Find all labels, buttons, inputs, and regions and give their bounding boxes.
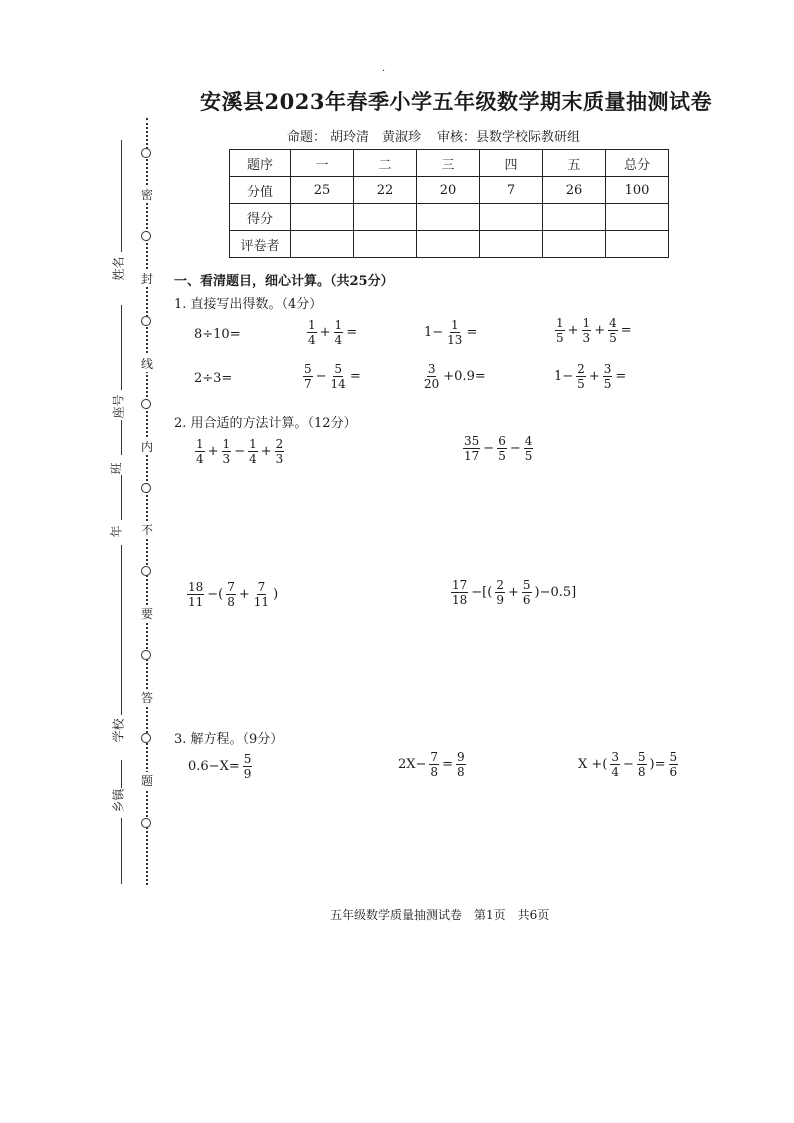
grader-cell[interactable] xyxy=(480,231,543,258)
grader-cell[interactable] xyxy=(606,231,669,258)
seat-write-line xyxy=(121,305,122,390)
q3-equation-1: 0.6−X= $\frac{5}{9}$ xyxy=(188,752,252,781)
q1-expr-1: 8÷10= xyxy=(194,327,241,342)
score-row-order xyxy=(230,150,669,177)
binding-circle xyxy=(141,399,151,409)
grader-cell[interactable] xyxy=(291,231,354,258)
binding-circle xyxy=(141,148,151,158)
row-header: 得分 xyxy=(230,204,291,231)
authors-label: 命题： xyxy=(287,130,327,145)
score-row-points xyxy=(230,177,669,204)
page-footer: 五年级数学质量抽测试卷 第1页 共6页 xyxy=(330,908,550,922)
binding-circle xyxy=(141,231,151,241)
col-5: 五 xyxy=(543,150,606,177)
col-1: 一 xyxy=(291,150,354,177)
earned-cell[interactable] xyxy=(480,204,543,231)
binding-circle xyxy=(141,650,151,660)
q2-expr-3: $\frac{18}{11}$ −( $\frac{7}{8}$ + $\frac{7}{11}$ ) xyxy=(188,580,279,609)
q2-expr-2: $\frac{35}{17}$ − $\frac{6}{5}$ − $\frac{4}{5}$ xyxy=(464,434,533,463)
seat-label: 座号 xyxy=(111,394,126,419)
col-4: 四 xyxy=(480,150,543,177)
binding-circle xyxy=(141,818,151,828)
earned-cell[interactable] xyxy=(606,204,669,231)
points-cell: 26 xyxy=(543,177,606,204)
score-row-grader xyxy=(230,231,669,258)
authors-line xyxy=(287,126,596,145)
points-cell: 25 xyxy=(291,177,354,204)
class-label: 班 xyxy=(109,462,124,475)
q1-expr-8: 1− $\frac{2}{5}$ + $\frac{3}{5}$ = xyxy=(554,362,627,391)
town-write-line xyxy=(121,760,122,788)
binding-circle xyxy=(141,483,151,493)
page-title: 安溪县2023年春季小学五年级数学期末质量抽测试卷 xyxy=(200,89,712,114)
score-table xyxy=(229,149,669,258)
earned-cell[interactable] xyxy=(543,204,606,231)
earned-cell[interactable] xyxy=(354,204,417,231)
q1-expr-6: $\frac{5}{7}$ − $\frac{5}{14}$ = xyxy=(304,362,361,391)
q1-expr-4: $\frac{1}{5}$ + $\frac{1}{3}$ + $\frac{4}{5}$ = xyxy=(556,316,632,345)
name-label: 姓名 xyxy=(111,256,126,281)
row-header: 题序 xyxy=(230,150,291,177)
binding-char: 密 xyxy=(140,188,153,202)
binding-circle xyxy=(141,316,151,326)
binding-char: 线 xyxy=(140,357,153,371)
binding-char: 要 xyxy=(140,607,153,621)
q3-equation-2: 2X− $\frac{7}{8}$ = $\frac{9}{8}$ xyxy=(398,750,465,779)
section1-title: 一、看清题目，细心计算。（共25分） xyxy=(174,274,394,289)
name-write-line xyxy=(121,140,122,252)
col-total: 总分 xyxy=(606,150,669,177)
binding-char: 封 xyxy=(140,272,153,286)
points-cell: 22 xyxy=(354,177,417,204)
binding-char: 题 xyxy=(140,774,153,788)
q2-expr-1: $\frac{1}{4}$ + $\frac{1}{3}$ − $\frac{1}{4}$ + $\frac{2}{3}$ xyxy=(196,437,284,466)
q1-expr-3: 1− $\frac{1}{13}$ = xyxy=(424,318,478,347)
q3-equation-3: X +( $\frac{3}{4}$ − $\frac{5}{8}$ )= $\frac{5}{6}$ xyxy=(578,750,678,779)
binding-circle xyxy=(141,566,151,576)
q1-expr-2: $\frac{1}{4}$ + $\frac{1}{4}$ = xyxy=(308,318,358,347)
earned-cell[interactable] xyxy=(291,204,354,231)
q1-heading: 1. 直接写出得数。（4分） xyxy=(174,297,323,312)
review-names: 县数学校际教研组 xyxy=(476,130,581,145)
school-write-line xyxy=(121,545,122,715)
top-dot: · xyxy=(382,66,386,77)
row-header: 评卷者 xyxy=(230,231,291,258)
q1-expr-7: $\frac{3}{20}$ +0.9= xyxy=(424,362,486,391)
town-label: 乡镇 xyxy=(111,788,126,813)
authors-names: 胡玲清 黄淑珍 xyxy=(330,130,422,145)
q3-heading: 3. 解方程。（9分） xyxy=(174,732,284,747)
binding-char: 内 xyxy=(140,440,153,454)
q1-expr-5: 2÷3= xyxy=(194,371,233,386)
review-label: 审核： xyxy=(437,130,477,145)
points-cell: 100 xyxy=(606,177,669,204)
binding-char: 不 xyxy=(140,523,153,537)
school-label: 学校 xyxy=(111,718,126,743)
q2-heading: 2. 用合适的方法计算。（12分） xyxy=(174,416,357,431)
earned-cell[interactable] xyxy=(417,204,480,231)
town-write-line-2 xyxy=(121,818,122,884)
col-2: 二 xyxy=(354,150,417,177)
row-header: 分值 xyxy=(230,177,291,204)
binding-char: 答 xyxy=(140,691,153,705)
score-row-earned xyxy=(230,204,669,231)
class-write-line xyxy=(121,420,122,455)
grade-label: 年 xyxy=(109,525,124,538)
q2-expr-4: $\frac{17}{18}$ −[( $\frac{2}{9}$ + $\frac{5}{6}$ )−0.5] xyxy=(452,578,577,607)
points-cell: 20 xyxy=(417,177,480,204)
grader-cell[interactable] xyxy=(354,231,417,258)
points-cell: 7 xyxy=(480,177,543,204)
grade-write-line xyxy=(121,475,122,520)
binding-circle xyxy=(141,733,151,743)
grader-cell[interactable] xyxy=(417,231,480,258)
col-3: 三 xyxy=(417,150,480,177)
grader-cell[interactable] xyxy=(543,231,606,258)
